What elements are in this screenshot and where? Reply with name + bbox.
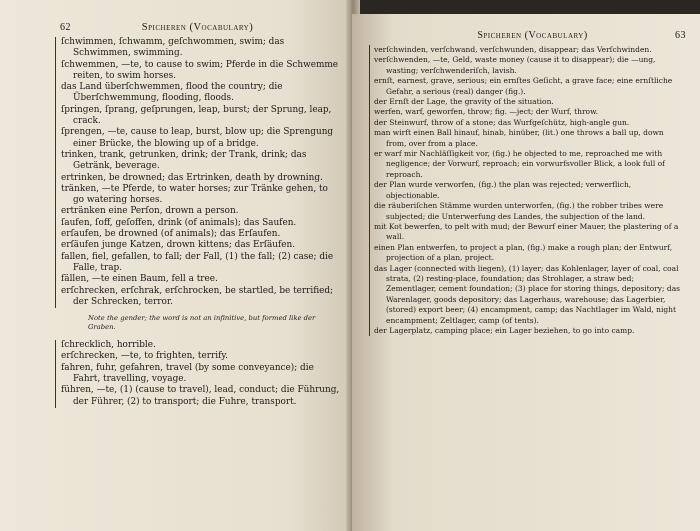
vocab-entry: der Plan wurde verworfen, (fig.) the plan was rejected; verwerflich, objectionable. bbox=[374, 180, 632, 200]
vocab-entry: der Ernſt der Lage, the gravity of the situation. bbox=[374, 97, 554, 107]
vocab-entry: einen Plan entwerfen, to project a plan, (fig.) make a rough plan; der Entwurf, projection of a plan, project. bbox=[374, 242, 673, 263]
vocab-entry: erſchrecken, —te, to frighten, terrify. bbox=[61, 351, 229, 362]
vocab-entry: mit Kot bewerfen, to pelt with mud; der Bewurf einer Mauer, the plastering of a wall. bbox=[374, 221, 679, 242]
left-page-header bbox=[60, 22, 340, 33]
vocab-entry: die räuberiſchen Stämme wurden unterworfen, (fig.) the robber tribes were subjected; die Unterwerfung des Landes, the subjection of the land. bbox=[374, 201, 664, 221]
vocab-entry: verſchwinden, verſchwand, verſchwunden, disappear; das Verſchwinden. bbox=[374, 45, 652, 54]
vocab-entry: erſchrecken, erſchrak, erſchrocken, be startled, be terrified; der Schrecken, terror. bbox=[61, 285, 334, 307]
running-head-left: Spicheren (Vocabulary) bbox=[141, 22, 254, 33]
vocab-entry: der Steinwurf, throw of a stone; das Wurfgeſchütz, high-angle gun. bbox=[374, 117, 630, 127]
vocab-entry: ernſt, earnest, grave, serious; ein ernſtes Geſicht, a grave face; eine ernſtliche Gefahr, a serious (real) danger (fig.). bbox=[374, 76, 673, 96]
vocab-entry: ſaufen, ſoff, geſoffen, drink (of animals); das Saufen. bbox=[61, 217, 297, 228]
vocab-entry: man wirft einen Ball hinauf, hinab, hinüber, (lit.) one throws a ball up, down from, over from a place. bbox=[374, 128, 664, 148]
vocab-entry: trinken, trank, getrunken, drink; der Trank, drink; das Getränk, beverage. bbox=[61, 149, 307, 172]
vocab-entry: fallen, fiel, gefallen, to fall; der Fall, (1) the fall; (2) case; die Falle, trap. bbox=[61, 251, 334, 273]
vocab-entry: führen, —te, (1) (cause to travel), lead, conduct; die Führung, der Führer, (2) to transport; die Fuhre, transport. bbox=[61, 385, 340, 407]
vocab-entry: ſchrecklich, horrible. bbox=[61, 340, 156, 351]
right-page-header bbox=[374, 30, 686, 41]
page-number-right: 63 bbox=[675, 30, 686, 41]
vocab-entry: fahren, fuhr, gefahren, travel (by some conveyance); die Fahrt, travelling, voyage. bbox=[61, 362, 314, 385]
vocab-entry: werfen, warf, geworfen, throw; fig. —ject; der Wurf, throw. bbox=[374, 107, 598, 117]
vocab-entry: fällen, —te einen Baum, fell a tree. bbox=[61, 274, 218, 285]
vocab-entry: das Lager (connected with liegen), (1) layer; das Kohlenlager, layer of coal, coal strata, (2) resting-place, foundation; das Strohlager, a straw bed; Zementlager, cement foundation; (3) place for storing things, depository; das Warenlager, goods depository; das Lagerhaus, warehouse; das Lagerbier, (stored) export beer; (4) encampment, camp; das Nachtlager im Wald, night encampment; Zeltlager, camp (of tents). bbox=[374, 263, 681, 325]
vocab-entry: verſchwenden, —te, Geld, waste money (cause it to disappear); die —ung, wasting; verſchwenderiſch, lavish. bbox=[374, 55, 656, 75]
right-entries bbox=[369, 45, 686, 336]
vocab-entry: erſaufen, be drowned (of animals); das Erſaufen. bbox=[61, 229, 281, 240]
vocab-entry: ertrinken, be drowned; das Ertrinken, death by drowning. bbox=[61, 172, 323, 183]
vocab-entry: ſchwemmen, —te, to cause to swim; Pferde in die Schwemme reiten, to swim horses. bbox=[61, 59, 339, 81]
vocab-entry: ſprengen, —te, cause to leap, burst, blow up; die Sprengung einer Brücke, the blowing up of a bridge. bbox=[61, 127, 334, 149]
vocab-entry: er warf mir Nachläſſigkeit vor, (fig.) he objected to me, reproached me with negligence; der Vorwurf, reproach; ein vorwurfsvoller Blick, a look full of reproach. bbox=[374, 149, 665, 179]
running-head-right: Spicheren (Vocabulary) bbox=[477, 30, 588, 41]
vocab-entry: ſpringen, ſprang, geſprungen, leap, burst; der Sprung, leap, crack. bbox=[61, 104, 332, 127]
vocab-entry: erſäufen junge Katzen, drown kittens; das Erſäufen. bbox=[61, 240, 296, 251]
vocab-entry: ſchwimmen, ſchwamm, geſchwommen, swim; das Schwimmen, swimming. bbox=[61, 37, 285, 59]
vocab-entry: der Lagerplatz, camping place; ein Lager beziehen, to go into camp. bbox=[374, 325, 635, 335]
vocab-entry: das Land überſchwemmen, flood the country; die Überſchwemmung, flooding, floods. bbox=[61, 82, 283, 104]
left-entries bbox=[55, 37, 340, 308]
page-number-left: 62 bbox=[60, 22, 71, 33]
vocab-entry: tränken, —te Pferde, to water horses; zur Tränke gehen, to go watering horses. bbox=[61, 183, 328, 206]
right-page bbox=[352, 14, 700, 531]
vocab-entry: ertränken eine Perſon, drown a person. bbox=[61, 206, 239, 217]
left-entries-2 bbox=[55, 340, 340, 408]
gender-note: Note the gender; the word is not an infinitive, but formed like der Graben. bbox=[88, 314, 316, 332]
